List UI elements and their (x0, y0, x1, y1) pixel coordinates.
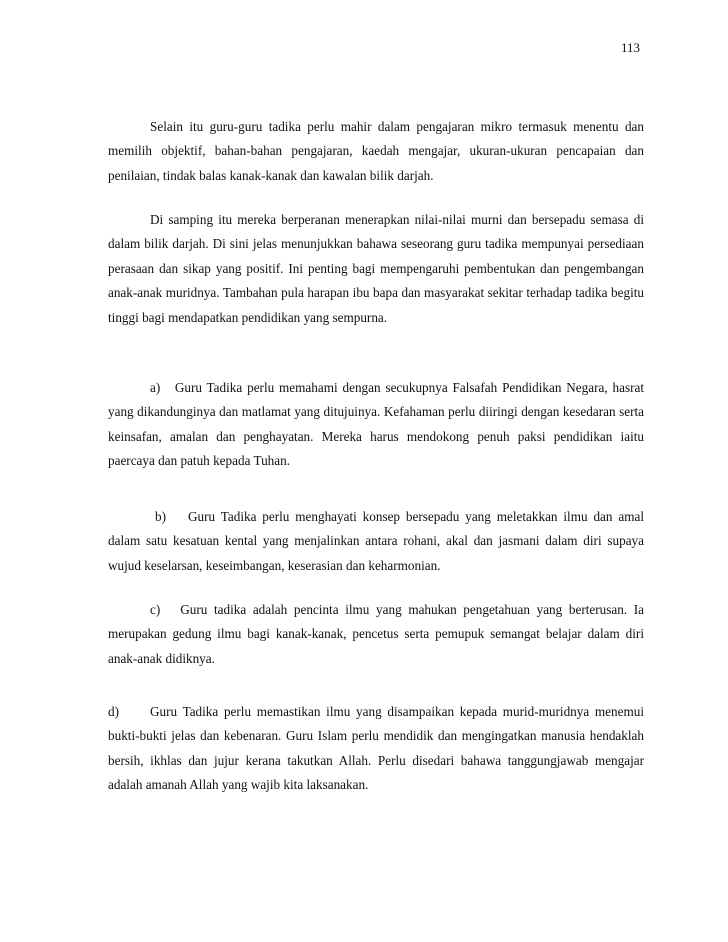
list-text-b: Guru Tadika perlu menghayati konsep bersepadu yang meletakkan ilmu dan amal dalam satu kesatuan kental yang menjalinkan antara rohani, akal dan jasmani dalam diri supaya wujud keselarsan, keseimbangan, keserasian dan keharmonian. (108, 509, 644, 573)
list-text-d: Guru Tadika perlu memastikan ilmu yang disampaikan kepada murid-muridnya menemui bukti-bukti jelas dan kebenaran. Guru Islam perlu mendidik dan mengingatkan manusia hendaklah bersih, ikhlas dan jujur kerana takutkan Allah. Perlu disedari bahawa tanggungjawab mengajar adalah amanah Allah yang wajib kita laksanakan. (108, 704, 644, 793)
list-marker-a: a) (150, 380, 161, 395)
list-item-c (108, 598, 644, 671)
list-marker-b: b) (155, 509, 166, 524)
page-number: 113 (620, 40, 640, 55)
list-marker-c: c) (150, 602, 161, 617)
paragraph-1: Selain itu guru-guru tadika perlu mahir dalam pengajaran mikro termasuk menentu dan memilih objektif, bahan-bahan pengajaran, kaedah mengajar, ukuran-ukuran pencapaian dan penilaian, tindak balas kanak-kanak dan kawalan bilik darjah. (108, 119, 644, 183)
list-text-a: Guru Tadika perlu memahami dengan secukupnya Falsafah Pendidikan Negara, hasrat yang dikandunginya dan matlamat yang ditujuinya. Kefahaman perlu diiringi dengan kesedaran serta keinsafan, amalan dan penghayatan. Mereka harus mendokong penuh paksi pendidikan iaitu paercaya dan patuh kepada Tuhan. (108, 380, 644, 469)
list-item-a (108, 376, 644, 474)
paragraph-2: Di samping itu mereka berperanan menerapkan nilai-nilai murni dan bersepadu semasa di dalam bilik darjah. Di sini jelas menunjukkan bahawa seseorang guru tadika mempunyai persediaan perasaan dan sikap yang positif. Ini penting bagi mempengaruhi pembentukan dan pengembangan anak-anak muridnya. Tambahan pula harapan ibu bapa dan masyarakat sekitar terhadap tadika begitu tinggi bagi mendapatkan pendidikan yang sempurna. (108, 212, 644, 325)
list-item-d (108, 700, 644, 798)
list-item-b (108, 505, 644, 578)
list-text-c: Guru tadika adalah pencinta ilmu yang mahukan pengetahuan yang berterusan. Ia merupakan gedung ilmu bagi kanak-kanak, pencetus serta pemupuk semangat belajar dalam diri anak-anak didiknya. (108, 602, 644, 666)
list-marker-d: d) (108, 704, 119, 719)
